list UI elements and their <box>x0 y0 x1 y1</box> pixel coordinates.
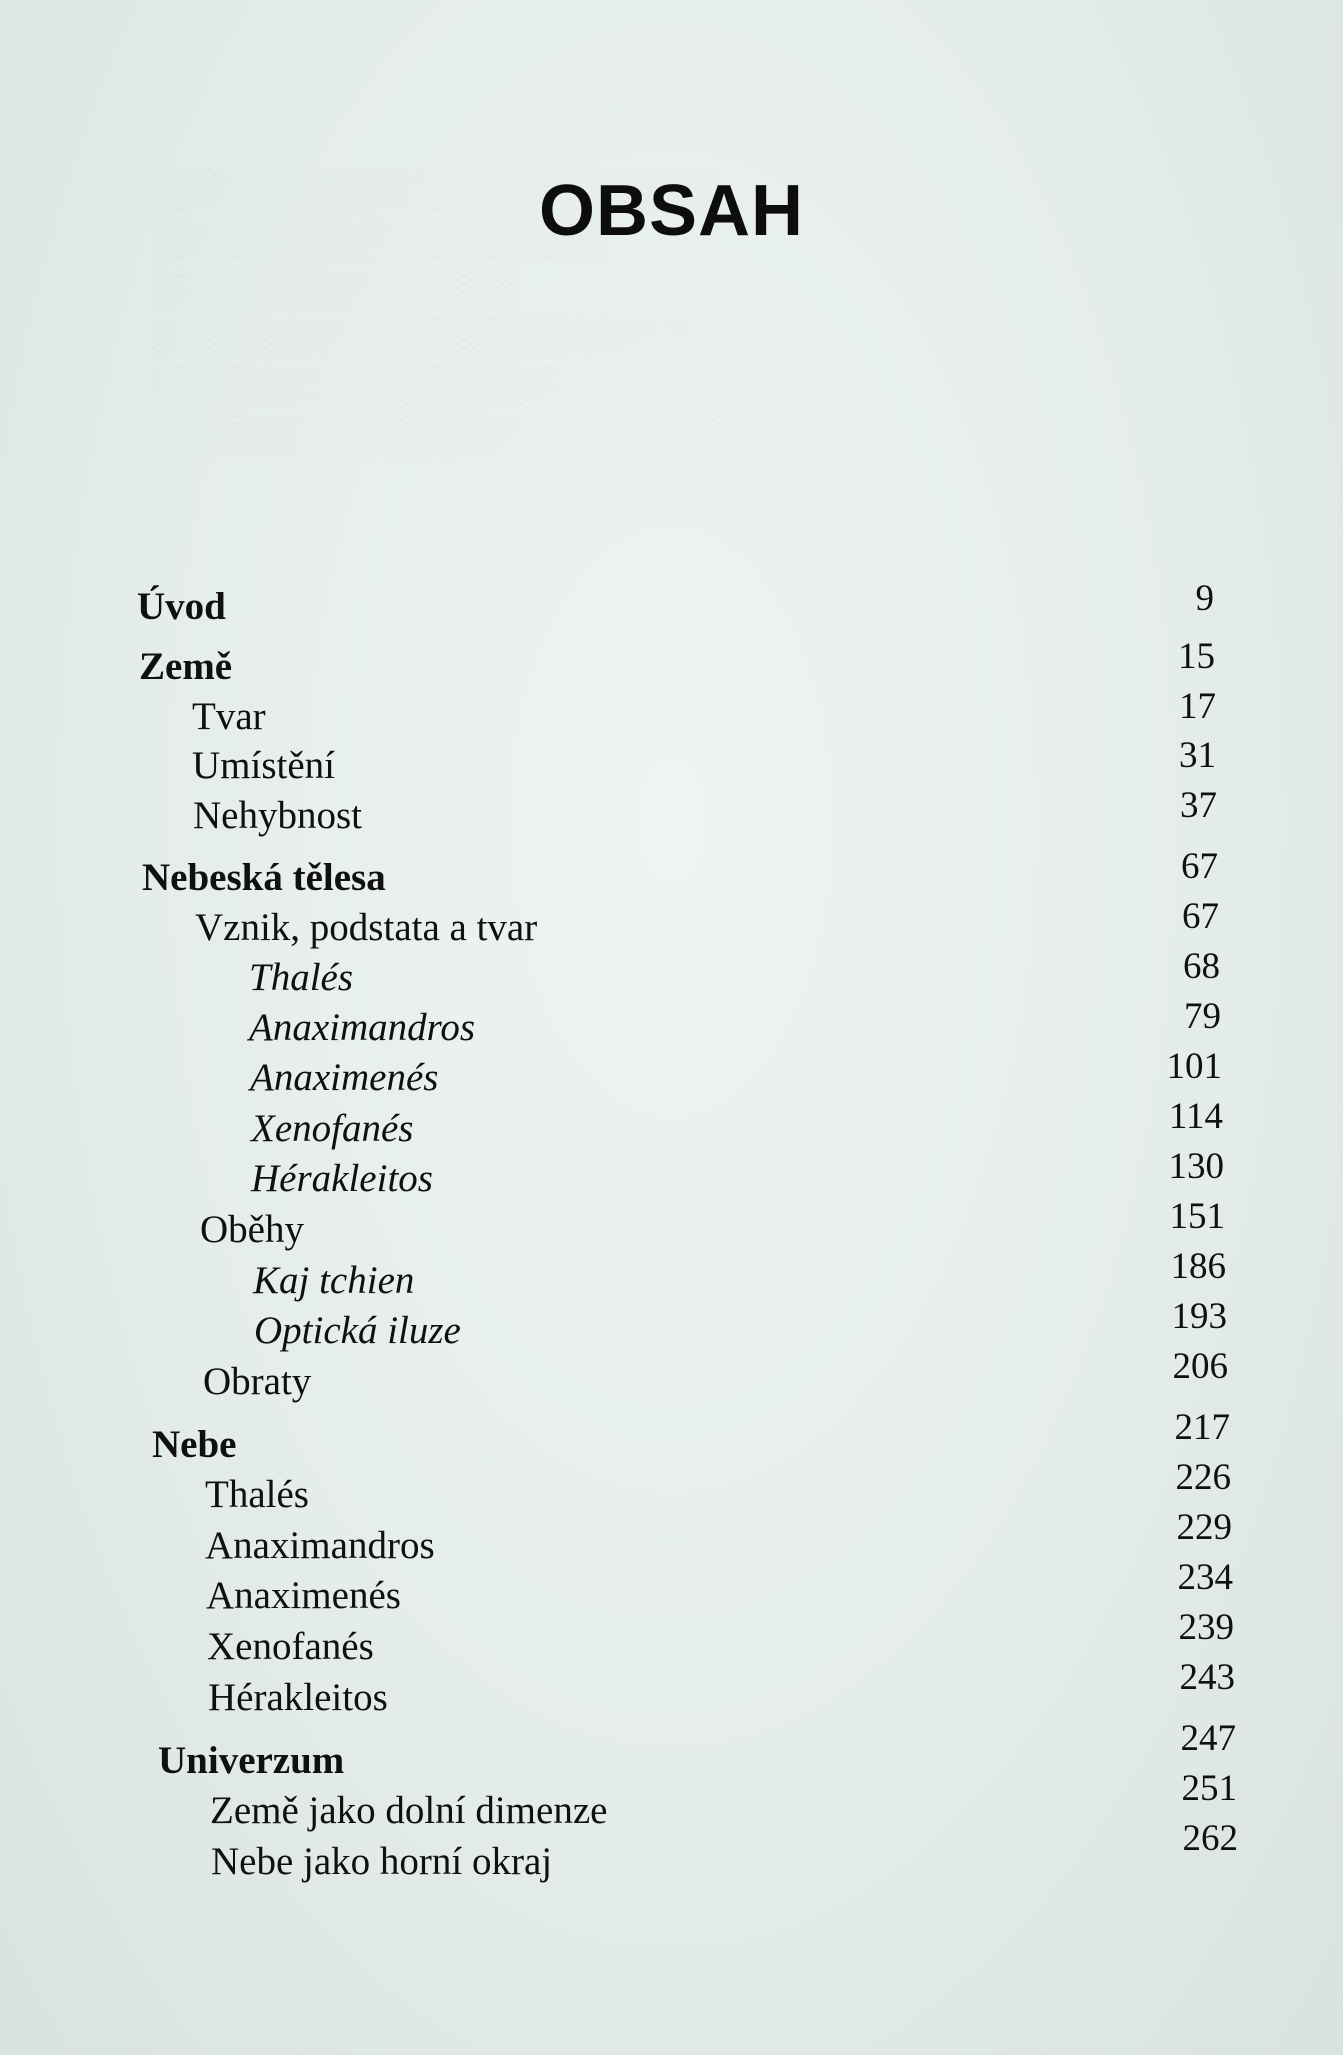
toc-entry-nebe-xenofanes: Xenofanés <box>207 1625 374 1668</box>
toc-page-number: 151 <box>1169 1196 1225 1237</box>
toc-entry-nebeska-telesa: Nebeská tělesa <box>142 856 386 899</box>
toc-entry-tvar: Tvar <box>192 695 266 738</box>
toc-page-number: 251 <box>1181 1768 1237 1809</box>
toc-entry-nebe-anaximenes: Anaximenés <box>206 1574 401 1617</box>
toc-entry-nebe-jako-horni-okraj: Nebe jako horní okraj <box>211 1840 553 1883</box>
toc-entry-nebe-anaximandros: Anaximandros <box>205 1524 435 1567</box>
toc-page-number: 229 <box>1176 1507 1232 1548</box>
toc-page-number: 226 <box>1175 1457 1231 1498</box>
toc-page-number: 130 <box>1168 1146 1224 1187</box>
toc-page-number: 67 <box>1182 896 1219 937</box>
toc-page-number: 193 <box>1171 1296 1227 1337</box>
toc-entry-umisteni: Umístění <box>192 744 335 787</box>
toc-entry-anaximenes: Anaximenés <box>250 1056 439 1099</box>
toc-page-number: 31 <box>1179 735 1216 776</box>
toc-page-number: 234 <box>1177 1557 1233 1598</box>
toc-entry-obraty: Obraty <box>203 1360 312 1403</box>
toc-page-number: 247 <box>1180 1718 1236 1759</box>
toc-page-number: 68 <box>1183 946 1220 987</box>
toc-entry-nebe-herakleitos: Hérakleitos <box>208 1676 388 1719</box>
toc-page-number: 262 <box>1182 1818 1238 1859</box>
toc-page-number: 101 <box>1166 1046 1222 1087</box>
toc-page-number: 243 <box>1179 1657 1235 1698</box>
toc-entry-nehybnost: Nehybnost <box>193 794 362 837</box>
toc-entry-herakleitos: Hérakleitos <box>251 1157 433 1200</box>
toc-page-number: 114 <box>1168 1096 1223 1137</box>
toc-page-number: 206 <box>1172 1346 1228 1387</box>
toc-entry-nebe: Nebe <box>152 1423 237 1466</box>
toc-page-number: 9 <box>1195 578 1214 619</box>
toc-page-number: 239 <box>1178 1607 1234 1648</box>
toc-entry-xenofanes: Xenofanés <box>251 1107 414 1150</box>
toc-entry-anaximandros: Anaximandros <box>249 1006 476 1049</box>
toc-page-number: 15 <box>1178 636 1215 677</box>
toc-entry-vznik: Vznik, podstata a tvar <box>195 906 538 949</box>
toc-entry-obehy: Oběhy <box>200 1208 304 1251</box>
toc-entry-univerzum: Univerzum <box>158 1739 345 1782</box>
toc-page-number: 217 <box>1174 1407 1230 1448</box>
toc-entry-zeme: Země <box>139 645 233 688</box>
toc-entry-thales: Thalés <box>249 956 354 999</box>
toc-page-number: 17 <box>1179 686 1216 727</box>
toc-entry-kaj-tchien: Kaj tchien <box>253 1259 415 1302</box>
toc-page-number: 37 <box>1180 785 1217 826</box>
toc-entry-opticka-iluze: Optická iluze <box>254 1309 461 1352</box>
toc-page-number: 79 <box>1184 996 1221 1037</box>
page-title: OBSAH <box>538 171 804 251</box>
toc-entry-uvod: Úvod <box>137 585 226 628</box>
toc-entry-zeme-jako-dolni-dimenze: Země jako dolní dimenze <box>210 1789 608 1832</box>
toc-page-number: 186 <box>1170 1246 1226 1287</box>
toc-entry-nebe-thales: Thalés <box>205 1473 309 1516</box>
toc-page-number: 67 <box>1181 846 1218 887</box>
